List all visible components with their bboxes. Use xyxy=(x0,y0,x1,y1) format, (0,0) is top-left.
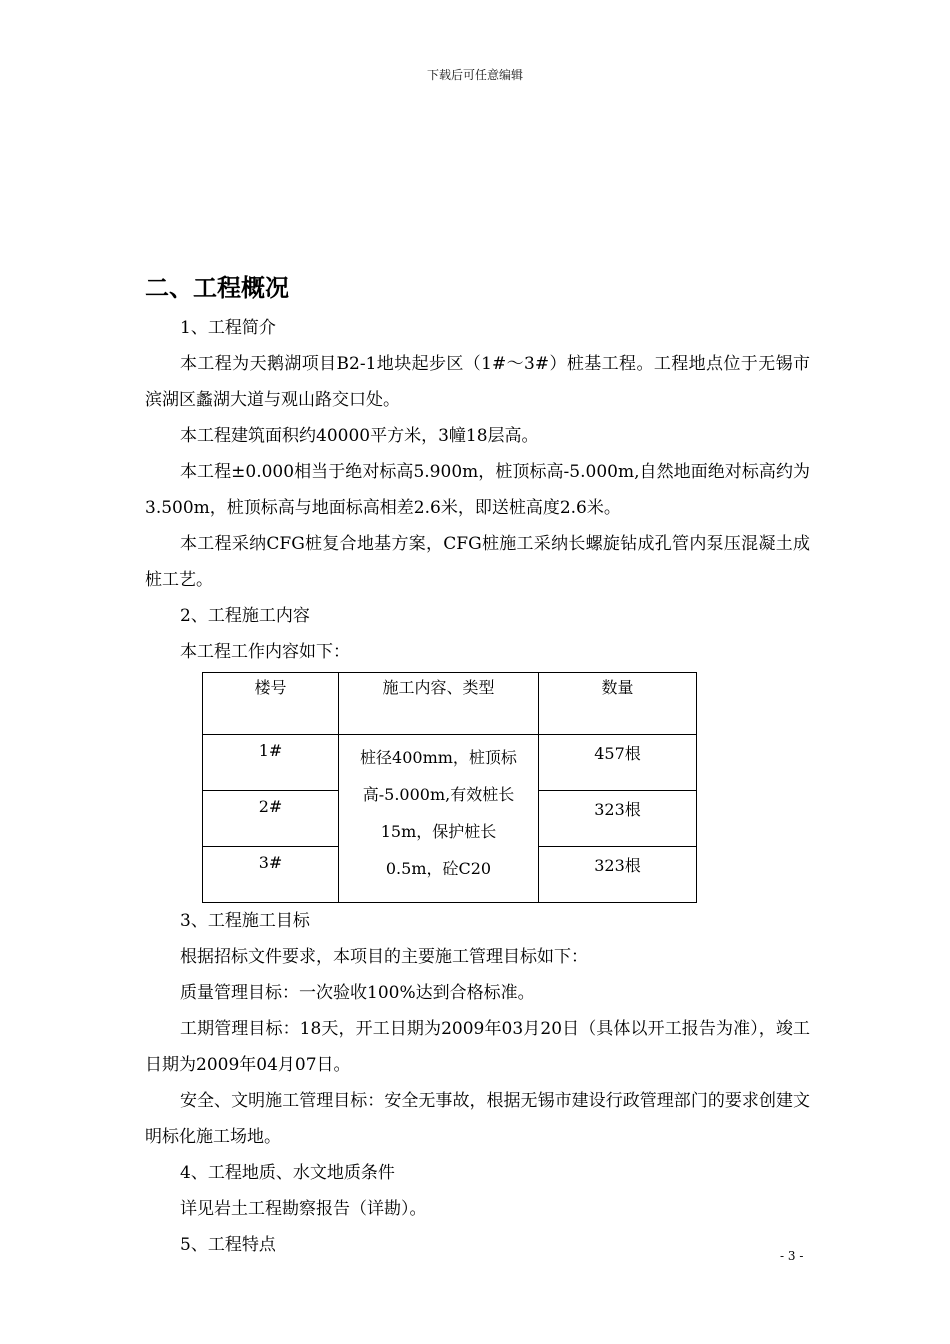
paragraph: 工期管理目标：18天，开工日期为2009年03月20日（具体以开工报告为准），竣工日期为2009年04月07日。 xyxy=(145,1019,810,1075)
cell-quantity: 323根 xyxy=(539,847,697,903)
paragraph: 2、工程施工内容 xyxy=(180,606,310,626)
cell-building: 3# xyxy=(203,847,339,903)
cell-content xyxy=(339,735,539,903)
header-note: 下载后可任意编辑 xyxy=(426,68,523,82)
paragraph: 1、工程简介 xyxy=(180,318,276,338)
work-content-table xyxy=(202,672,697,903)
cell-building: 2# xyxy=(203,791,339,847)
paragraph: 安全、文明施工管理目标：安全无事故，根据无锡市建设行政管理部门的要求创建文明标化施工场地。 xyxy=(145,1091,810,1147)
paragraph: 本工程采纳CFG桩复合地基方案，CFG桩施工采纳长螺旋钻成孔管内泵压混凝土成桩工艺。 xyxy=(145,534,810,590)
cell-quantity: 323根 xyxy=(539,791,697,847)
header-building: 楼号 xyxy=(203,673,339,735)
paragraph: 4、工程地质、水文地质条件 xyxy=(180,1163,395,1183)
paragraph: 本工程建筑面积约40000平方米，3幢18层高。 xyxy=(180,426,539,446)
paragraph: 3、工程施工目标 xyxy=(180,911,310,931)
paragraph: 5、工程特点 xyxy=(180,1235,276,1255)
header-quantity: 数量 xyxy=(539,673,697,735)
header-content: 施工内容、类型 xyxy=(339,673,539,735)
page-number: - 3 - xyxy=(780,1249,804,1263)
document-body xyxy=(145,270,810,1263)
content-line: 15m，保护桩长 xyxy=(380,822,497,841)
content-line: 0.5m，砼C20 xyxy=(385,859,492,878)
paragraph: 质量管理目标：一次验收100%达到合格标准。 xyxy=(180,983,535,1003)
paragraph: 本工程为天鹅湖项目B2-1地块起步区（1#～3#）桩基工程。工程地点位于无锡市滨湖区蠡湖大道与观山路交口处。 xyxy=(145,354,810,410)
section-title: 二、工程概况 xyxy=(145,274,289,302)
content-line: 高-5.000m,有效桩长 xyxy=(362,785,515,804)
content-line: 桩径400mm，桩顶标 xyxy=(360,748,517,767)
table-header-row xyxy=(203,673,697,735)
paragraph: 根据招标文件要求，本项目的主要施工管理目标如下： xyxy=(180,947,588,967)
cell-quantity: 457根 xyxy=(539,735,697,791)
paragraph: 详见岩土工程勘察报告（详勘）。 xyxy=(180,1199,427,1219)
paragraph: 本工程±0.000相当于绝对标高5.900m，桩顶标高-5.000m,自然地面绝对标高约为3.500m，桩顶标高与地面标高相差2.6米，即送桩高度2.6米。 xyxy=(145,462,810,518)
paragraph: 本工程工作内容如下： xyxy=(180,642,350,662)
cell-building: 1# xyxy=(203,735,339,791)
table-row xyxy=(203,735,697,791)
